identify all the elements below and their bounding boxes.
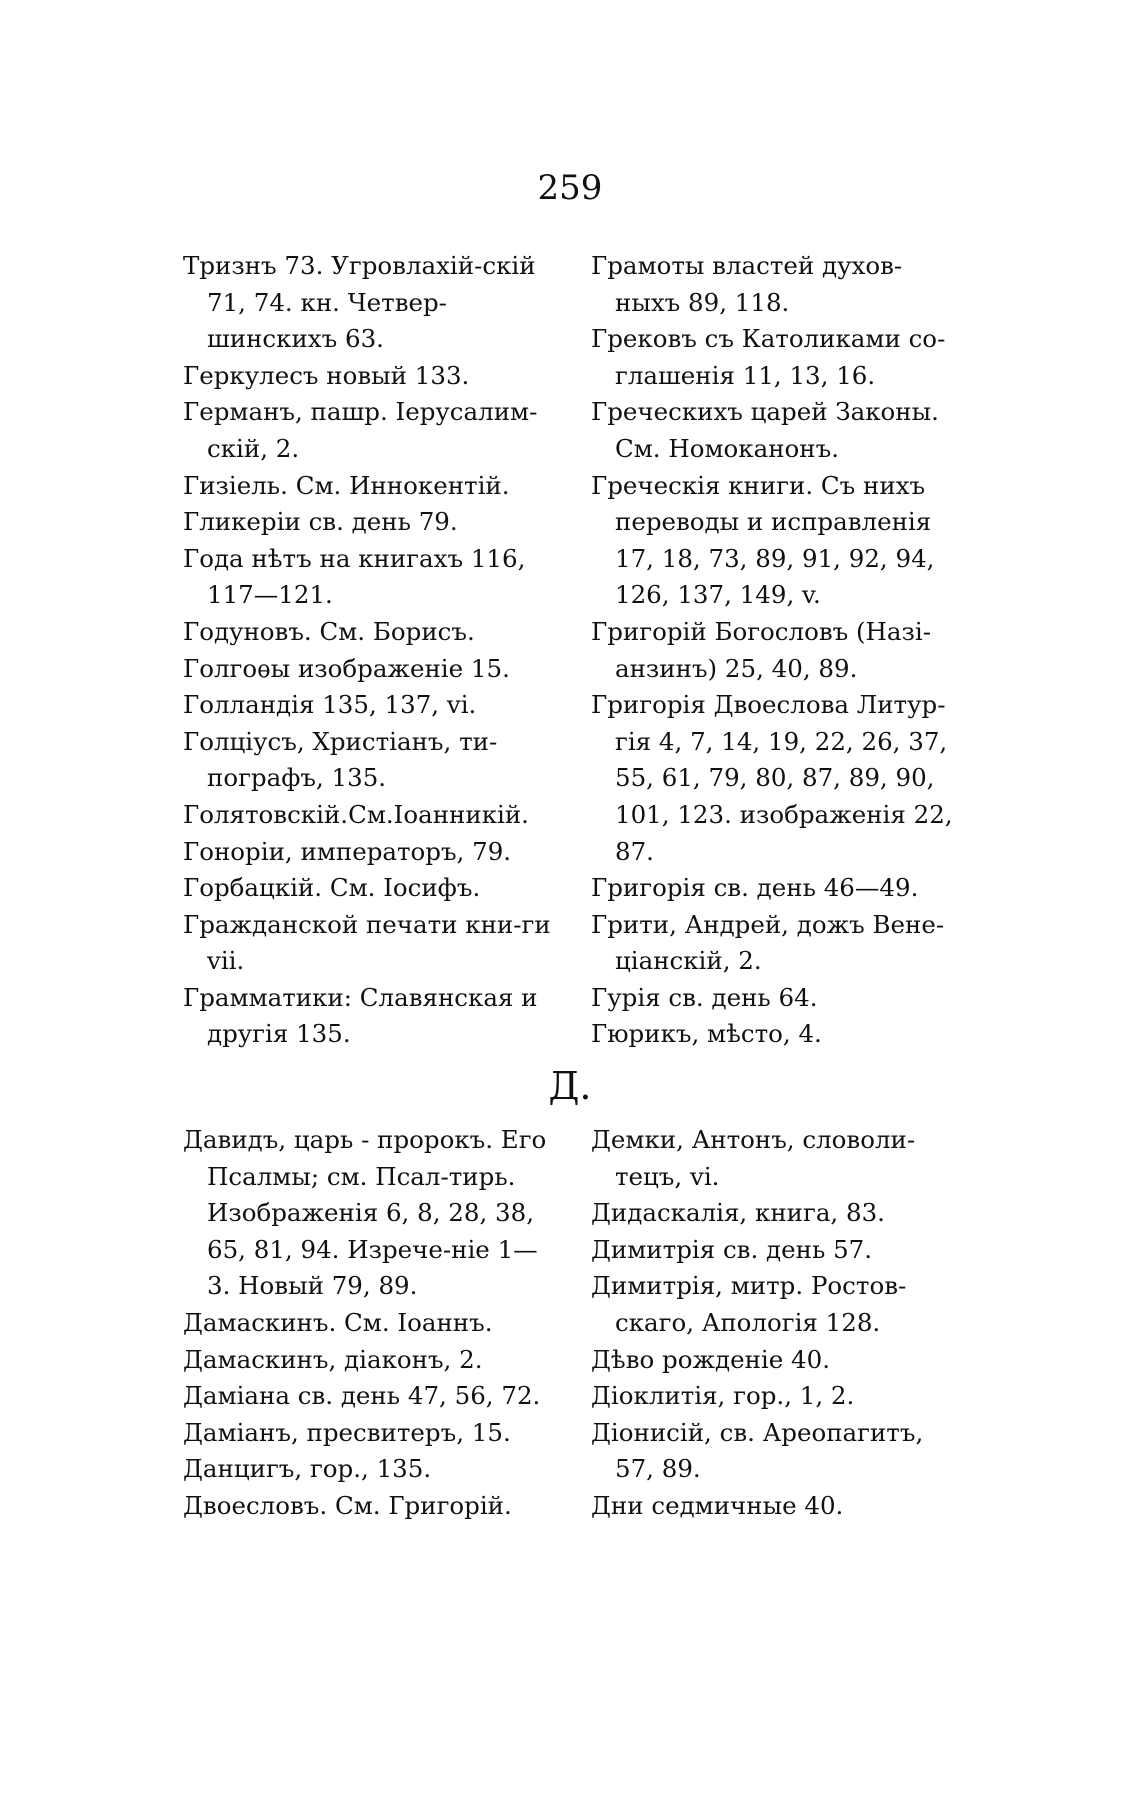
- index-entry: Дѣво рожденіе 40.: [591, 1344, 830, 1374]
- index-entry: Григорій Богословъ (Назі-анзинъ) 25, 40, 89.: [591, 616, 932, 683]
- index-column-right: [591, 248, 963, 1053]
- index-entry: Голгоѳы изображеніе 15.: [183, 653, 510, 683]
- index-entry: Гизіель. См. Иннокентій.: [183, 470, 510, 500]
- index-entry: Грамматики: Славянская и другія 135.: [183, 982, 538, 1049]
- index-entry: Димитрія св. день 57.: [591, 1234, 873, 1264]
- index-entry: Грамоты властей духов-ныхъ 89, 118.: [591, 251, 903, 317]
- index-entry: Гоноріи, императоръ, 79.: [183, 836, 512, 866]
- index-entry: Грековъ съ Католиками со-глашенія 11, 13, 16.: [591, 324, 946, 390]
- index-section-d: [183, 1122, 963, 1525]
- index-entry: Голціусъ, Христіанъ, ти-пографъ, 135.: [183, 726, 498, 793]
- index-column-left: [183, 1122, 555, 1525]
- index-entry: Двоесловъ. См. Григорій.: [183, 1490, 512, 1520]
- index-entry: Григорія св. день 46—49.: [591, 873, 919, 903]
- index-entry: Геркулесъ новый 133.: [183, 360, 470, 390]
- index-entry: Гликеріи св. день 79.: [183, 507, 458, 537]
- index-entry: Германъ, пашр. Іерусалим-скій, 2.: [183, 397, 538, 463]
- index-entry: Гражданской печати кни-ги vii.: [183, 909, 551, 976]
- index-entry: Годуновъ. См. Борисъ.: [183, 616, 475, 646]
- index-entry: Даміанъ, пресвитеръ, 15.: [183, 1417, 511, 1447]
- index-section-g: [183, 248, 963, 1053]
- section-heading-d: Д.: [548, 1064, 592, 1108]
- page-number: 259: [537, 168, 603, 208]
- index-entry: Греческихъ царей Законы. См. Номоканонъ.: [591, 397, 939, 463]
- index-entry: Григорія Двоеслова Литур-гія 4, 7, 14, 19, 22, 26, 37, 55, 61, 79, 80, 87, 89, 90, 101, 123. изображенія 22, 87.: [591, 690, 953, 866]
- index-entry: Давидъ, царь - пророкъ. Его Псалмы; см. Псал-тирь. Изображенія 6, 8, 28, 38, 65, 81, 94. Изрече-ніе 1—3. Новый 79, 89.: [183, 1125, 547, 1301]
- index-entry: Данцигъ, гор., 135.: [183, 1454, 432, 1484]
- index-entry: Демки, Антонъ, словоли-тецъ, vi.: [591, 1125, 916, 1191]
- index-entry: Дамаскинъ. См. Іоаннъ.: [183, 1307, 493, 1337]
- index-entry: Горбацкій. См. Іосифъ.: [183, 873, 481, 903]
- index-entry: Дамаскинъ, діаконъ, 2.: [183, 1344, 483, 1374]
- index-entry: Тризнъ 73. Угровлахій-скій 71, 74. кн. Четвер-шинскихъ 63.: [183, 251, 536, 354]
- index-entry: Голландія 135, 137, vi.: [183, 690, 477, 720]
- index-entry: Гюрикъ, мѣсто, 4.: [591, 1019, 822, 1049]
- index-entry: Дидаскалія, книга, 83.: [591, 1198, 885, 1228]
- index-entry: Грити, Андрей, дожъ Вене-ціанскій, 2.: [591, 909, 945, 976]
- index-entry: Димитрія, митр. Ростов-скаго, Апологія 128.: [591, 1271, 907, 1337]
- index-entry: Года нѣтъ на книгахъ 116, 117—121.: [183, 543, 526, 610]
- index-entry: Греческія книги. Съ нихъ переводы и исправленія 17, 18, 73, 89, 91, 92, 94, 126, 137, 149, v.: [591, 470, 935, 610]
- index-entry: Гурія св. день 64.: [591, 982, 818, 1012]
- index-entry: Дни седмичные 40.: [591, 1490, 844, 1520]
- index-entry: Голятовскій.См.Іоанникій.: [183, 799, 529, 829]
- index-entry: Діонисій, св. Ареопагитъ, 57, 89.: [591, 1417, 924, 1484]
- index-entry: Діоклитія, гор., 1, 2.: [591, 1381, 855, 1411]
- index-column-right: [591, 1122, 963, 1525]
- index-entry: Даміана св. день 47, 56, 72.: [183, 1381, 541, 1411]
- index-column-left: [183, 248, 555, 1053]
